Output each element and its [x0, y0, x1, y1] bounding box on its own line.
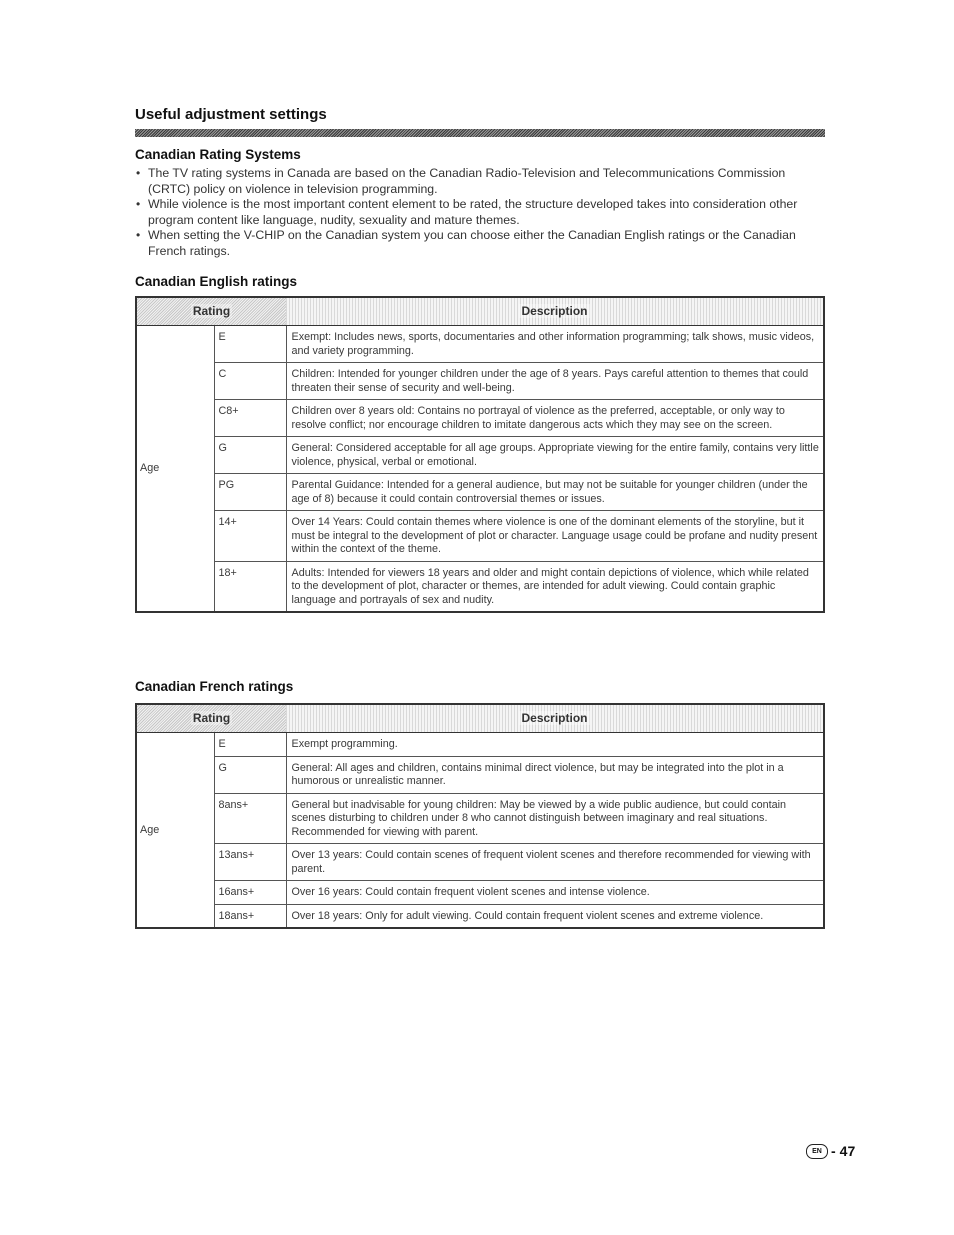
section-title: Useful adjustment settings: [135, 106, 327, 123]
rating-code: PG: [214, 474, 286, 511]
page-number: [806, 1143, 855, 1159]
rating-description: Over 13 years: Could contain scenes of frequent violent scenes and therefore recommended for viewing with parent.: [286, 844, 824, 881]
rating-code: G: [214, 437, 286, 474]
header-description: Description: [286, 297, 824, 326]
section-divider: [135, 129, 825, 137]
rating-description: Parental Guidance: Intended for a general audience, but may not be suitable for younger children (under the age of 8) because it could contain controversial themes or issues.: [286, 474, 824, 511]
table-row: [136, 474, 824, 511]
rating-description: Adults: Intended for viewers 18 years and older and might contain depictions of violence, which while related to the development of plot, character or themes, are intended for adult viewing. Could contain graphic language and portrayals of sex and nudity.: [286, 561, 824, 612]
rating-code: C: [214, 363, 286, 400]
rating-description: Exempt programming.: [286, 733, 824, 757]
rating-description: Over 14 Years: Could contain themes where violence is one of the dominant elements of the storyline, but it must be integral to the development of plot or character. Language usage could be profane and nudity present within the context of the theme.: [286, 511, 824, 562]
table-row: [136, 437, 824, 474]
table-row: [136, 400, 824, 437]
rating-code: 13ans+: [214, 844, 286, 881]
rating-systems-title: Canadian Rating Systems: [135, 147, 301, 162]
header-rating: Rating: [136, 297, 286, 326]
rating-code: 14+: [214, 511, 286, 562]
rating-description: Over 16 years: Could contain frequent violent scenes and intense violence.: [286, 881, 824, 905]
bullet-item: • The TV rating systems in Canada are based on the Canadian Radio-Television and Telecommunications Commission (CRTC) policy on violence in television programming.: [135, 166, 825, 197]
rating-code: E: [214, 733, 286, 757]
table-row: [136, 363, 824, 400]
rating-description: Over 18 years: Only for adult viewing. Could contain frequent violent scenes and extreme violence.: [286, 904, 824, 928]
rating-code: E: [214, 326, 286, 363]
table-row: [136, 844, 824, 881]
rating-code: 18ans+: [214, 904, 286, 928]
header-rating: Rating: [136, 704, 286, 733]
french-ratings-table: [135, 703, 825, 929]
group-label: Age: [136, 326, 214, 613]
bullet-item: • When setting the V-CHIP on the Canadian system you can choose either the Canadian English ratings or the Canadian French ratings.: [135, 228, 825, 259]
group-label: Age: [136, 733, 214, 929]
table-row: [136, 733, 824, 757]
table-row: [136, 904, 824, 928]
rating-description: General but inadvisable for young children: May be viewed by a wide public audience, but could contain scenes disturbing to children under 8 who cannot distinguish between imaginary and real situations. Recommended for viewing with parent.: [286, 793, 824, 844]
rating-code: 18+: [214, 561, 286, 612]
header-description: Description: [286, 704, 824, 733]
table-header-row: [136, 297, 824, 326]
page-number-value: 47: [839, 1143, 856, 1159]
page-number-separator: -: [831, 1143, 836, 1159]
language-badge-icon: EN: [806, 1144, 828, 1159]
rating-description: Children: Intended for younger children under the age of 8 years. Pays careful attention to themes that could threaten their sense of security and well-being.: [286, 363, 824, 400]
rating-code: 16ans+: [214, 881, 286, 905]
rating-description: General: Considered acceptable for all age groups. Appropriate viewing for the entire family, contains very little violence, physical, verbal or emotional.: [286, 437, 824, 474]
rating-systems-list: [135, 166, 825, 259]
french-ratings-title: Canadian French ratings: [135, 679, 294, 694]
table-row: [136, 756, 824, 793]
rating-code: G: [214, 756, 286, 793]
table-row: [136, 511, 824, 562]
bullet-item: • While violence is the most important content element to be rated, the structure developed takes into consideration other program content like language, nudity, sexuality and mature themes.: [135, 197, 825, 228]
table-row: [136, 326, 824, 363]
rating-description: Exempt: Includes news, sports, documentaries and other information programming; talk shows, music videos, and variety programming.: [286, 326, 824, 363]
rating-code: 8ans+: [214, 793, 286, 844]
rating-description: Children over 8 years old: Contains no portrayal of violence as the preferred, acceptable, or only way to resolve conflict; nor encourage children to imitate dangerous acts which they may see on the screen.: [286, 400, 824, 437]
table-header-row: [136, 704, 824, 733]
english-ratings-table: [135, 296, 825, 613]
english-ratings-title: Canadian English ratings: [135, 274, 298, 289]
table-row: [136, 881, 824, 905]
rating-description: General: All ages and children, contains minimal direct violence, but may be integrated into the plot in a humorous or unrealistic manner.: [286, 756, 824, 793]
table-row: [136, 561, 824, 612]
rating-code: C8+: [214, 400, 286, 437]
table-row: [136, 793, 824, 844]
